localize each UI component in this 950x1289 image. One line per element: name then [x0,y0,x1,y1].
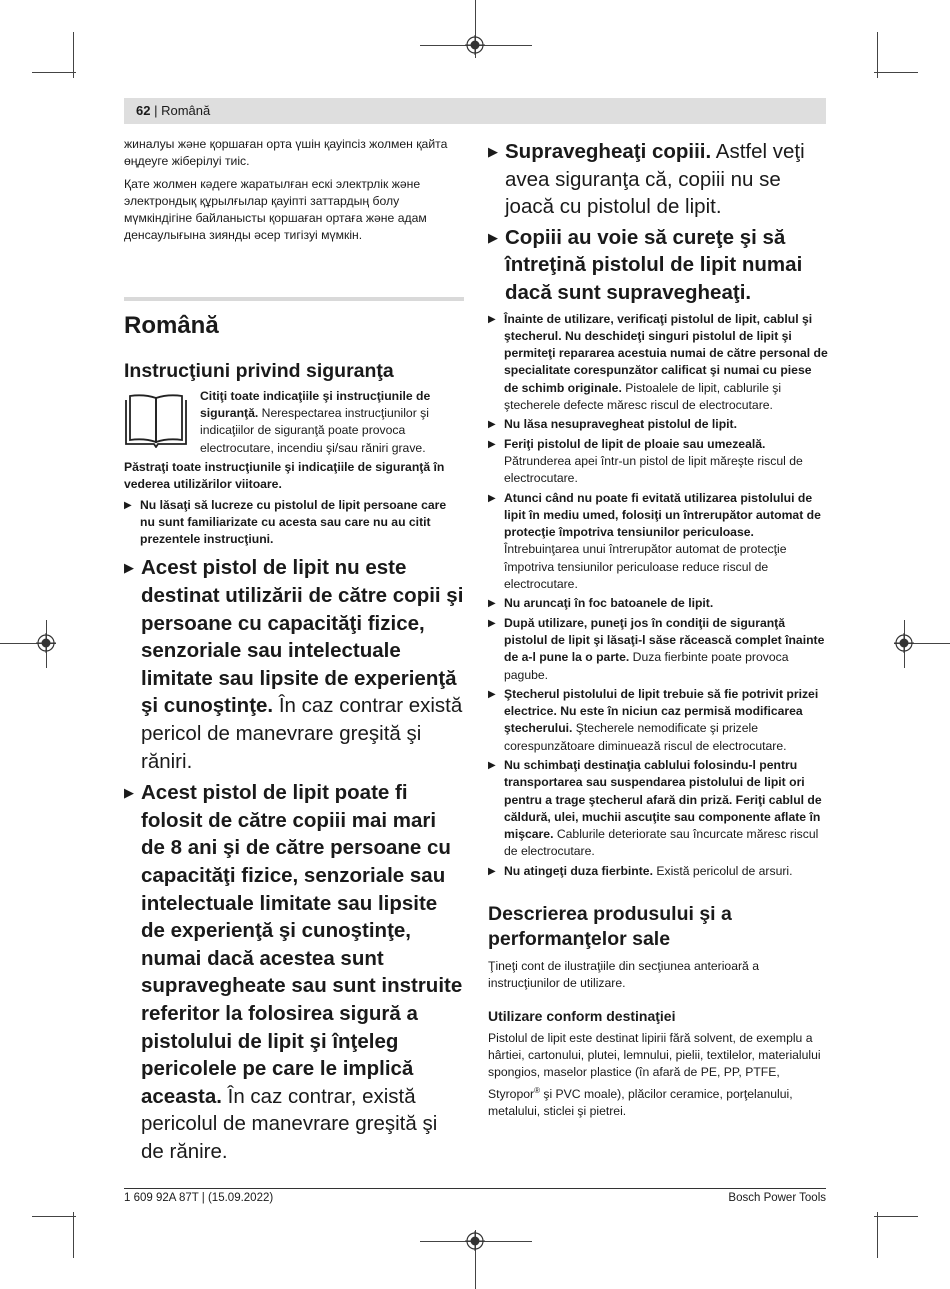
language-heading: Română [124,311,219,339]
bullet-arrow-icon: ▶ [488,865,496,877]
list-item: ▶ Acest pistol de lipit poate fi folosit de către copiii mai mari de 8 ani şi de către persoane cu capacităţi fizice, senzoriale sau intelectuale limitate sau lipsite de experienţă şi cunoştinţe, numai dacă acestea sunt supravegheate sau sunt instruite referitor la folosirea sigură a pistolului de lipit şi înţeleg pericolele pe care le implică aceasta. În caz contrar, există pericolul de manevrare greşită şi de rănire. [124,781,463,1163]
bullet-arrow-icon: ▶ [488,229,498,245]
read-manual-icon [124,392,188,448]
paragraph: Қате жолмен кәдеге жаратылған ескі электрлік және электрондық құрылғылар қауіпті заттардың болу мүмкіндігіне байланысты қоршаған ортаға және адам денсаулығына зиянды әсер тигізуі мүмкін. [124,176,427,243]
list-item: ▶ Nu lăsa nesupravegheat pistolul de lipit. [488,416,828,433]
left-column [124,136,464,1166]
warning-text: Citiţi toate indicaţiile şi instrucţiunile de siguranţă. Nerespectarea instrucţiunilor şi indicaţiilor de siguranţă poate provoca electrocutare, incendiu şi/sau răniri grave. [200,388,431,455]
paragraph: Ţineţi cont de ilustraţiile din secţiunea anterioară a instrucţiunilor de utilizare. [488,959,759,991]
registration-mark-icon [465,35,485,55]
list-item: ▶ Supravegheaţi copiii. Astfel veţi avea siguranţa că, copiii nu se joacă cu pistolul de lipit. [488,140,805,219]
crop-mark [32,72,76,73]
registration-mark-icon [894,633,914,653]
bullet-arrow-icon: ▶ [488,313,496,325]
bullet-arrow-icon: ▶ [488,419,496,431]
list-item: ▶ Înainte de utilizare, verificaţi pistolul de lipit, cablul şi ştecherul. Nu deschideţi singuri pistolul de lipit şi permiteţi repararea acestuia numai de către personal de specialitate corespunzător calificat şi numai cu piese de schimb originale. Pistoalele de lipit, cablurile şi ştecherele defecte măresc riscul de electrocutare. [488,311,828,413]
bullet-arrow-icon: ▶ [488,144,498,159]
list-item: ▶ Acest pistol de lipit nu este destinat utilizării de către copii şi persoane cu capacităţi fizice, senzoriale sau intelectuale limitate sau lipsite de experienţă şi cunoştinţe. În caz contrar există pericol de manevrare greşită şi răniri. [124,556,464,773]
crop-mark [874,72,918,73]
warning-block [124,388,464,457]
right-column [488,138,828,1120]
bullet-arrow-icon: ▶ [488,688,496,700]
list-item: ▶ Nu lăsaţi să lucreze cu pistolul de lipit persoane care nu sunt familiarizate cu acesta sau care nu au citit prezentele instrucţiuni. [124,497,447,547]
list-item: ▶ Nu schimbaţi destinaţia cablului folosindu-l pentru transportarea sau suspendarea pistolului de lipit ori pentru a trage ştecherul afară din priză. Feriţi cablul de căldură, ulei, muchii ascuţite sau componente aflate în mişcare. Cablurile deteriorate sau încurcate măresc riscul de electrocutare. [488,757,822,859]
footer-brand: Bosch Power Tools [728,1192,826,1204]
registration-mark-icon [36,633,56,653]
list-item: ▶ Atunci când nu poate fi evitată utilizarea pistolului de lipit în mediu umed, folosiţi un întrerupător automat de protecţie împotriva tensiunilor periculoase. Întrebuinţarea unui întrerupător automat de protecţie împotriva tensiunilor periculoase reduce riscul de electrocutare. [488,490,821,592]
section-heading: Instrucţiuni privind siguranţa [124,359,394,382]
section-heading: Descrierea produsului şi a performanţelor sale [488,903,732,951]
bullet-arrow-icon: ▶ [488,438,496,450]
list-item: ▶ Nu aruncaţi în foc batoanele de lipit. [488,595,828,612]
page-number: 62 [136,103,151,118]
section-divider [124,297,464,301]
paragraph: жиналуы және қоршаған орта үшін қауіпсіз жолмен қайта өңдеуге жіберілуі тиіс. [124,137,448,169]
list-item: ▶ Copiii au voie să cureţe şi să întreţină pistolul de lipit numai dacă sunt supravegheaţi. [488,225,803,304]
list-item: ▶ Feriţi pistolul de lipit de ploaie sau umezeală. Pătrunderea apei într-un pistol de lipit măreşte riscul de electrocutare. [488,436,803,486]
crop-mark [32,1216,76,1217]
bullet-arrow-icon: ▶ [488,759,496,771]
bullet-arrow-icon: ▶ [124,785,134,801]
footer-divider [124,1188,826,1189]
subsection-heading: Utilizare conform destinaţiei [488,1007,676,1024]
keep-instructions: Păstraţi toate instrucţiunile şi indicaţiile de siguranţă în vederea utilizărilor viitoare. [124,459,445,492]
list-item: ▶ După utilizare, puneţi jos în condiţii de siguranţă pistolul de lipit şi lăsaţi-l săse răcească complet înainte de a-l pune la o parte. Duza fierbinte poate provoca pagube. [488,615,825,682]
header-separator: | [154,103,158,118]
crop-mark [874,1216,918,1217]
bullet-arrow-icon: ▶ [488,492,496,504]
bullet-arrow-icon: ▶ [124,560,134,576]
crop-mark [73,1212,74,1258]
list-item: ▶ Nu atingeţi duza fierbinte. Există pericolul de arsuri. [488,863,828,880]
bullet-arrow-icon: ▶ [488,617,496,629]
bullet-arrow-icon: ▶ [488,598,496,610]
crop-mark [877,1212,878,1258]
bullet-arrow-icon: ▶ [124,499,132,511]
page-header [124,98,826,124]
header-language: Română [161,103,211,118]
footer-doc-number: 1 609 92A 87T | (15.09.2022) [124,1192,274,1204]
list-item: ▶ Ştecherul pistolului de lipit trebuie să fie potrivit prizei electrice. Nu este în niciun caz permisă modificarea ştecherului. Ştecherele nemodificate şi prizele corespunzătoare diminuează riscul de electrocutare. [488,686,819,753]
paragraph: Pistolul de lipit este destinat lipirii fără solvent, de exemplu a hârtiei, cartonului, plutei, lemnului, pielii, textilelor, materialului spongios, maselor plastice (în afară de PE, PP, PTFE, Styropor® şi PVC moale), plăcilor ceramice, porţelanului, metalului, sticlei şi pietrei. [488,1030,821,1118]
registration-mark-icon [465,1231,485,1251]
